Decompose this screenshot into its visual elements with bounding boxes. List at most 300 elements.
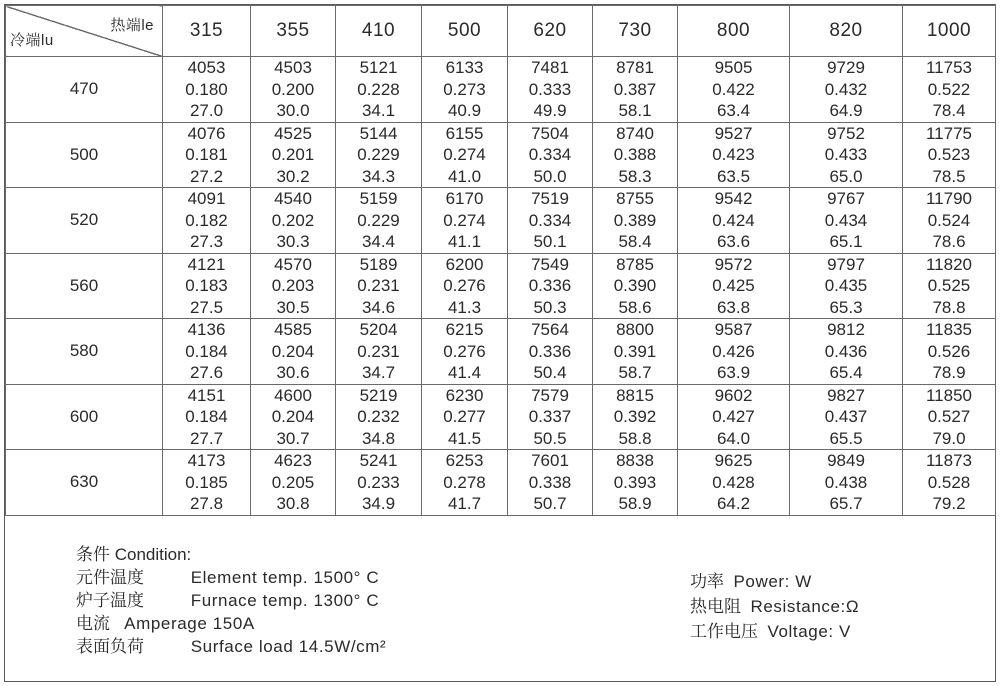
voltage-value: 27.7	[189, 428, 224, 448]
cell-values	[251, 385, 335, 450]
cell-values	[790, 450, 902, 515]
table-cell	[593, 384, 678, 450]
voltage-value: 58.1	[618, 101, 652, 120]
power-value: 6133	[445, 58, 484, 77]
voltage-value: 78.6	[932, 232, 966, 251]
voltage-value: 65.3	[829, 297, 863, 317]
table-cell	[336, 450, 422, 516]
power-value: 7564	[531, 320, 569, 339]
column-header: 800	[678, 6, 790, 57]
power-value: 7549	[531, 254, 569, 274]
table-cell	[790, 319, 903, 385]
table-cell	[336, 253, 422, 319]
condition-en: Power: W	[733, 572, 812, 591]
power-value: 11753	[925, 58, 972, 77]
voltage-value: 65.4	[829, 363, 863, 382]
resistance-value: 0.528	[927, 472, 971, 492]
row-header: 500	[6, 122, 163, 188]
table-cell	[251, 253, 336, 319]
table-row	[6, 253, 996, 319]
resistance-value: 0.388	[613, 145, 657, 164]
voltage-value: 27.8	[189, 494, 224, 513]
cell-values	[336, 188, 421, 253]
voltage-value: 34.9	[361, 494, 396, 513]
voltage-value: 78.9	[932, 363, 966, 382]
cell-values	[422, 254, 507, 319]
table-cell	[508, 122, 593, 188]
power-value: 5241	[359, 451, 398, 470]
power-value: 9767	[827, 189, 865, 208]
power-value: 9827	[827, 385, 865, 405]
table-cell	[422, 450, 508, 516]
voltage-value: 27.2	[189, 166, 224, 186]
condition-cn: 元件温度	[76, 568, 144, 587]
resistance-value: 0.200	[271, 79, 315, 99]
table-cell	[163, 122, 251, 188]
cell-values	[422, 450, 507, 515]
resistance-value: 0.203	[271, 276, 315, 295]
power-value: 5159	[359, 189, 398, 208]
table-cell	[790, 122, 903, 188]
cell-values	[508, 254, 592, 319]
resistance-value: 0.278	[443, 472, 486, 492]
cell-values	[336, 123, 421, 188]
voltage-value: 78.5	[932, 166, 966, 186]
resistance-value: 0.184	[185, 407, 228, 426]
resistance-value: 0.181	[185, 145, 228, 164]
cell-values	[336, 450, 421, 515]
cell-values	[903, 319, 995, 384]
resistance-value: 0.425	[712, 276, 755, 295]
power-value: 11873	[925, 451, 972, 470]
column-header: 1000	[903, 6, 996, 57]
cell-values	[903, 57, 995, 122]
voltage-value: 41.0	[447, 166, 482, 186]
power-value: 7519	[531, 189, 569, 208]
conditions-left	[76, 543, 386, 658]
table-cell	[508, 319, 593, 385]
power-value: 9602	[714, 385, 753, 405]
voltage-value: 27.3	[189, 232, 224, 251]
table-cell	[903, 384, 996, 450]
power-value: 9752	[827, 123, 865, 143]
power-value: 11835	[925, 320, 972, 339]
cell-values	[678, 123, 789, 188]
cell-values	[593, 385, 677, 450]
power-value: 8755	[616, 189, 654, 208]
table-cell	[790, 57, 903, 123]
cell-values	[336, 57, 421, 122]
condition-item	[76, 589, 386, 612]
power-value: 8740	[616, 123, 654, 143]
resistance-value: 0.435	[824, 276, 868, 295]
table-cell	[336, 122, 422, 188]
voltage-value: 30.3	[276, 232, 310, 251]
resistance-value: 0.423	[712, 145, 755, 164]
cell-values	[508, 57, 592, 122]
voltage-value: 40.9	[447, 101, 482, 120]
voltage-value: 30.0	[276, 101, 310, 120]
resistance-value: 0.525	[927, 276, 971, 295]
resistance-value: 0.432	[824, 79, 868, 99]
table-cell	[790, 450, 903, 516]
cell-values	[251, 123, 335, 188]
power-value: 4503	[274, 58, 312, 77]
resistance-value: 0.228	[357, 79, 400, 99]
row-header: 520	[6, 188, 163, 254]
table-cell	[593, 450, 678, 516]
resistance-value: 0.229	[357, 210, 400, 230]
voltage-value: 34.4	[361, 232, 396, 251]
cell-values	[163, 188, 250, 253]
resistance-value: 0.276	[443, 276, 486, 295]
power-value: 5219	[359, 385, 398, 405]
voltage-value: 30.5	[276, 297, 310, 317]
column-header: 620	[508, 6, 593, 57]
power-value: 8838	[616, 451, 654, 470]
power-value: 4600	[274, 385, 312, 405]
voltage-value: 65.1	[829, 232, 863, 251]
voltage-value: 58.3	[618, 166, 652, 186]
resistance-value: 0.422	[712, 79, 755, 99]
column-header: 355	[251, 6, 336, 57]
condition-item	[76, 566, 386, 589]
table-row	[6, 319, 996, 385]
voltage-value: 27.5	[189, 297, 224, 317]
power-value: 6200	[445, 254, 484, 274]
voltage-value: 63.4	[716, 101, 751, 120]
cell-values	[593, 319, 677, 384]
power-value: 6253	[445, 451, 484, 470]
resistance-value: 0.427	[712, 407, 755, 426]
voltage-value: 34.1	[361, 101, 396, 120]
column-header: 820	[790, 6, 903, 57]
power-value: 9527	[714, 123, 753, 143]
condition-en: Surface load 14.5W/cm²	[190, 637, 387, 656]
resistance-value: 0.437	[824, 407, 868, 426]
voltage-value: 30.7	[276, 428, 310, 448]
voltage-value: 63.8	[716, 297, 751, 317]
resistance-value: 0.522	[927, 79, 971, 99]
cell-values	[678, 385, 789, 450]
condition-item	[76, 635, 386, 658]
spec-table	[5, 5, 996, 516]
power-value: 9625	[714, 451, 753, 470]
cell-values	[163, 123, 250, 188]
cell-values	[903, 188, 995, 253]
condition-cn: 炉子温度	[76, 591, 144, 610]
power-value: 4136	[187, 320, 226, 339]
table-cell	[422, 384, 508, 450]
resistance-value: 0.527	[927, 407, 971, 426]
resistance-value: 0.204	[271, 341, 315, 361]
column-header: 315	[163, 6, 251, 57]
table-cell	[678, 122, 790, 188]
voltage-value: 50.5	[533, 428, 567, 448]
cell-values	[903, 450, 995, 515]
cell-values	[163, 385, 250, 450]
resistance-value: 0.390	[613, 276, 657, 295]
resistance-value: 0.276	[443, 341, 486, 361]
resistance-value: 0.392	[613, 407, 657, 426]
power-value: 6155	[445, 123, 484, 143]
cell-values	[251, 188, 335, 253]
table-row	[6, 384, 996, 450]
table-cell	[163, 188, 251, 254]
voltage-value: 65.0	[829, 166, 863, 186]
power-value: 9812	[827, 320, 865, 339]
cell-values	[163, 57, 250, 122]
table-cell	[593, 253, 678, 319]
power-value: 8781	[616, 58, 654, 77]
table-cell	[678, 57, 790, 123]
table-cell	[163, 319, 251, 385]
table-cell	[903, 450, 996, 516]
voltage-value: 64.9	[829, 101, 863, 120]
header-row	[6, 6, 996, 57]
row-header: 580	[6, 319, 163, 385]
power-value: 11775	[925, 123, 972, 143]
cell-values	[593, 188, 677, 253]
voltage-value: 34.8	[361, 428, 396, 448]
power-value: 4623	[274, 451, 312, 470]
voltage-value: 34.3	[361, 166, 396, 186]
table-cell	[163, 253, 251, 319]
cold-end-label: 冷端lu	[10, 32, 54, 49]
power-value: 9797	[827, 254, 865, 274]
table-cell	[903, 253, 996, 319]
row-header: 560	[6, 253, 163, 319]
power-value: 7504	[531, 123, 569, 143]
table-cell	[790, 188, 903, 254]
cell-values	[422, 123, 507, 188]
power-value: 9542	[714, 189, 753, 208]
table-cell	[903, 319, 996, 385]
conditions-panel	[0, 515, 1000, 683]
power-value: 5204	[359, 320, 398, 339]
condition-en: Voltage: V	[767, 622, 851, 641]
power-value: 4570	[274, 254, 312, 274]
cell-values	[163, 319, 250, 384]
table-cell	[903, 57, 996, 123]
table-cell	[903, 122, 996, 188]
resistance-value: 0.273	[443, 79, 486, 99]
table-cell	[678, 450, 790, 516]
cell-values	[508, 385, 592, 450]
resistance-value: 0.424	[712, 210, 755, 230]
table-cell	[336, 384, 422, 450]
voltage-value: 50.7	[533, 494, 567, 513]
resistance-value: 0.428	[712, 472, 755, 492]
cell-values	[790, 188, 902, 253]
voltage-value: 30.6	[276, 363, 310, 382]
cell-values	[678, 319, 789, 384]
table-cell	[422, 122, 508, 188]
voltage-value: 27.6	[189, 363, 224, 382]
resistance-value: 0.184	[185, 341, 228, 361]
cell-values	[593, 123, 677, 188]
resistance-value: 0.205	[271, 472, 315, 492]
voltage-value: 63.9	[716, 363, 751, 382]
power-value: 9849	[827, 451, 865, 470]
power-value: 4121	[187, 254, 226, 274]
resistance-value: 0.274	[443, 145, 486, 164]
cell-values	[790, 57, 902, 122]
power-value: 4053	[187, 58, 226, 77]
table-cell	[593, 57, 678, 123]
cell-values	[678, 188, 789, 253]
power-value: 9729	[827, 58, 865, 77]
resistance-value: 0.183	[185, 276, 228, 295]
voltage-value: 50.4	[533, 363, 567, 382]
resistance-value: 0.204	[271, 407, 315, 426]
conditions-right	[690, 569, 859, 644]
cell-values	[790, 254, 902, 319]
table-row	[6, 57, 996, 123]
voltage-value: 78.8	[932, 297, 966, 317]
voltage-value: 58.8	[618, 428, 652, 448]
table-cell	[251, 122, 336, 188]
table-cell	[508, 384, 593, 450]
cell-values	[903, 254, 995, 319]
cell-values	[163, 450, 250, 515]
table-cell	[163, 384, 251, 450]
voltage-value: 30.8	[276, 494, 310, 513]
resistance-value: 0.336	[528, 341, 572, 361]
table-cell	[251, 319, 336, 385]
power-value: 11790	[925, 189, 972, 208]
resistance-value: 0.185	[185, 472, 228, 492]
voltage-value: 41.7	[447, 494, 482, 513]
cell-values	[790, 123, 902, 188]
table-cell	[336, 57, 422, 123]
power-value: 4540	[274, 189, 312, 208]
resistance-value: 0.231	[357, 276, 400, 295]
resistance-value: 0.231	[357, 341, 400, 361]
voltage-value: 50.1	[533, 232, 567, 251]
voltage-value: 58.4	[618, 232, 652, 251]
power-value: 8815	[616, 385, 654, 405]
condition-cn: 工作电压	[690, 622, 758, 641]
voltage-value: 63.5	[716, 166, 751, 186]
resistance-value: 0.524	[927, 210, 971, 230]
cell-values	[422, 385, 507, 450]
table-row	[6, 188, 996, 254]
power-value: 11850	[925, 385, 972, 405]
cell-values	[508, 450, 592, 515]
power-value: 8785	[616, 254, 654, 274]
power-value: 4173	[187, 451, 226, 470]
table-cell	[593, 122, 678, 188]
power-value: 6230	[445, 385, 484, 405]
resistance-value: 0.389	[613, 210, 657, 230]
resistance-value: 0.334	[528, 145, 572, 164]
resistance-value: 0.434	[824, 210, 868, 230]
table-cell	[336, 188, 422, 254]
resistance-value: 0.334	[528, 210, 572, 230]
resistance-value: 0.202	[271, 210, 315, 230]
cell-values	[790, 385, 902, 450]
condition-cn: 表面负荷	[76, 637, 144, 656]
voltage-value: 64.0	[716, 428, 751, 448]
resistance-value: 0.277	[443, 407, 486, 426]
table-cell	[678, 188, 790, 254]
voltage-value: 41.3	[447, 297, 482, 317]
voltage-value: 58.7	[618, 363, 652, 382]
voltage-value: 50.3	[533, 297, 567, 317]
table-cell	[678, 319, 790, 385]
table-body	[6, 57, 996, 516]
table-cell	[678, 253, 790, 319]
hot-end-label: 热端le	[110, 17, 154, 34]
cell-values	[251, 450, 335, 515]
resistance-value: 0.438	[824, 472, 868, 492]
table-cell	[163, 57, 251, 123]
condition-item	[690, 569, 859, 594]
resistance-value: 0.526	[927, 341, 971, 361]
voltage-value: 41.4	[447, 363, 482, 382]
condition-en: Element temp. 1500° C	[190, 568, 380, 587]
cell-values	[593, 57, 677, 122]
table-cell	[422, 57, 508, 123]
resistance-value: 0.201	[271, 145, 315, 164]
cell-values	[336, 385, 421, 450]
voltage-value: 41.5	[447, 428, 482, 448]
condition-item	[690, 594, 859, 619]
voltage-value: 65.5	[829, 428, 863, 448]
voltage-value: 79.2	[932, 494, 966, 513]
resistance-value: 0.523	[927, 145, 971, 164]
power-value: 5189	[359, 254, 398, 274]
resistance-value: 0.387	[613, 79, 657, 99]
power-value: 4076	[187, 123, 226, 143]
column-header: 410	[336, 6, 422, 57]
resistance-value: 0.337	[528, 407, 572, 426]
power-value: 4525	[274, 123, 312, 143]
table-cell	[508, 450, 593, 516]
cell-values	[593, 254, 677, 319]
table-cell	[251, 57, 336, 123]
cell-values	[251, 254, 335, 319]
table-row	[6, 122, 996, 188]
resistance-value: 0.436	[824, 341, 868, 361]
voltage-value: 34.6	[361, 297, 396, 317]
cell-values	[903, 123, 995, 188]
power-value: 6215	[445, 320, 484, 339]
resistance-value: 0.338	[528, 472, 572, 492]
row-header: 600	[6, 384, 163, 450]
voltage-value: 63.6	[716, 232, 751, 251]
cell-values	[251, 57, 335, 122]
resistance-value: 0.182	[185, 210, 228, 230]
cell-values	[422, 319, 507, 384]
cell-values	[903, 385, 995, 450]
conditions-title: 条件 Condition:	[76, 545, 192, 564]
resistance-value: 0.391	[613, 341, 657, 361]
table-cell	[903, 188, 996, 254]
resistance-value: 0.426	[712, 341, 755, 361]
table-cell	[790, 253, 903, 319]
row-header: 470	[6, 57, 163, 123]
power-value: 4151	[187, 385, 226, 405]
power-value: 4091	[187, 189, 226, 208]
power-value: 11820	[925, 254, 972, 274]
table-cell	[422, 188, 508, 254]
table-cell	[508, 253, 593, 319]
power-value: 9572	[714, 254, 753, 274]
resistance-value: 0.336	[528, 276, 572, 295]
cell-values	[678, 450, 789, 515]
